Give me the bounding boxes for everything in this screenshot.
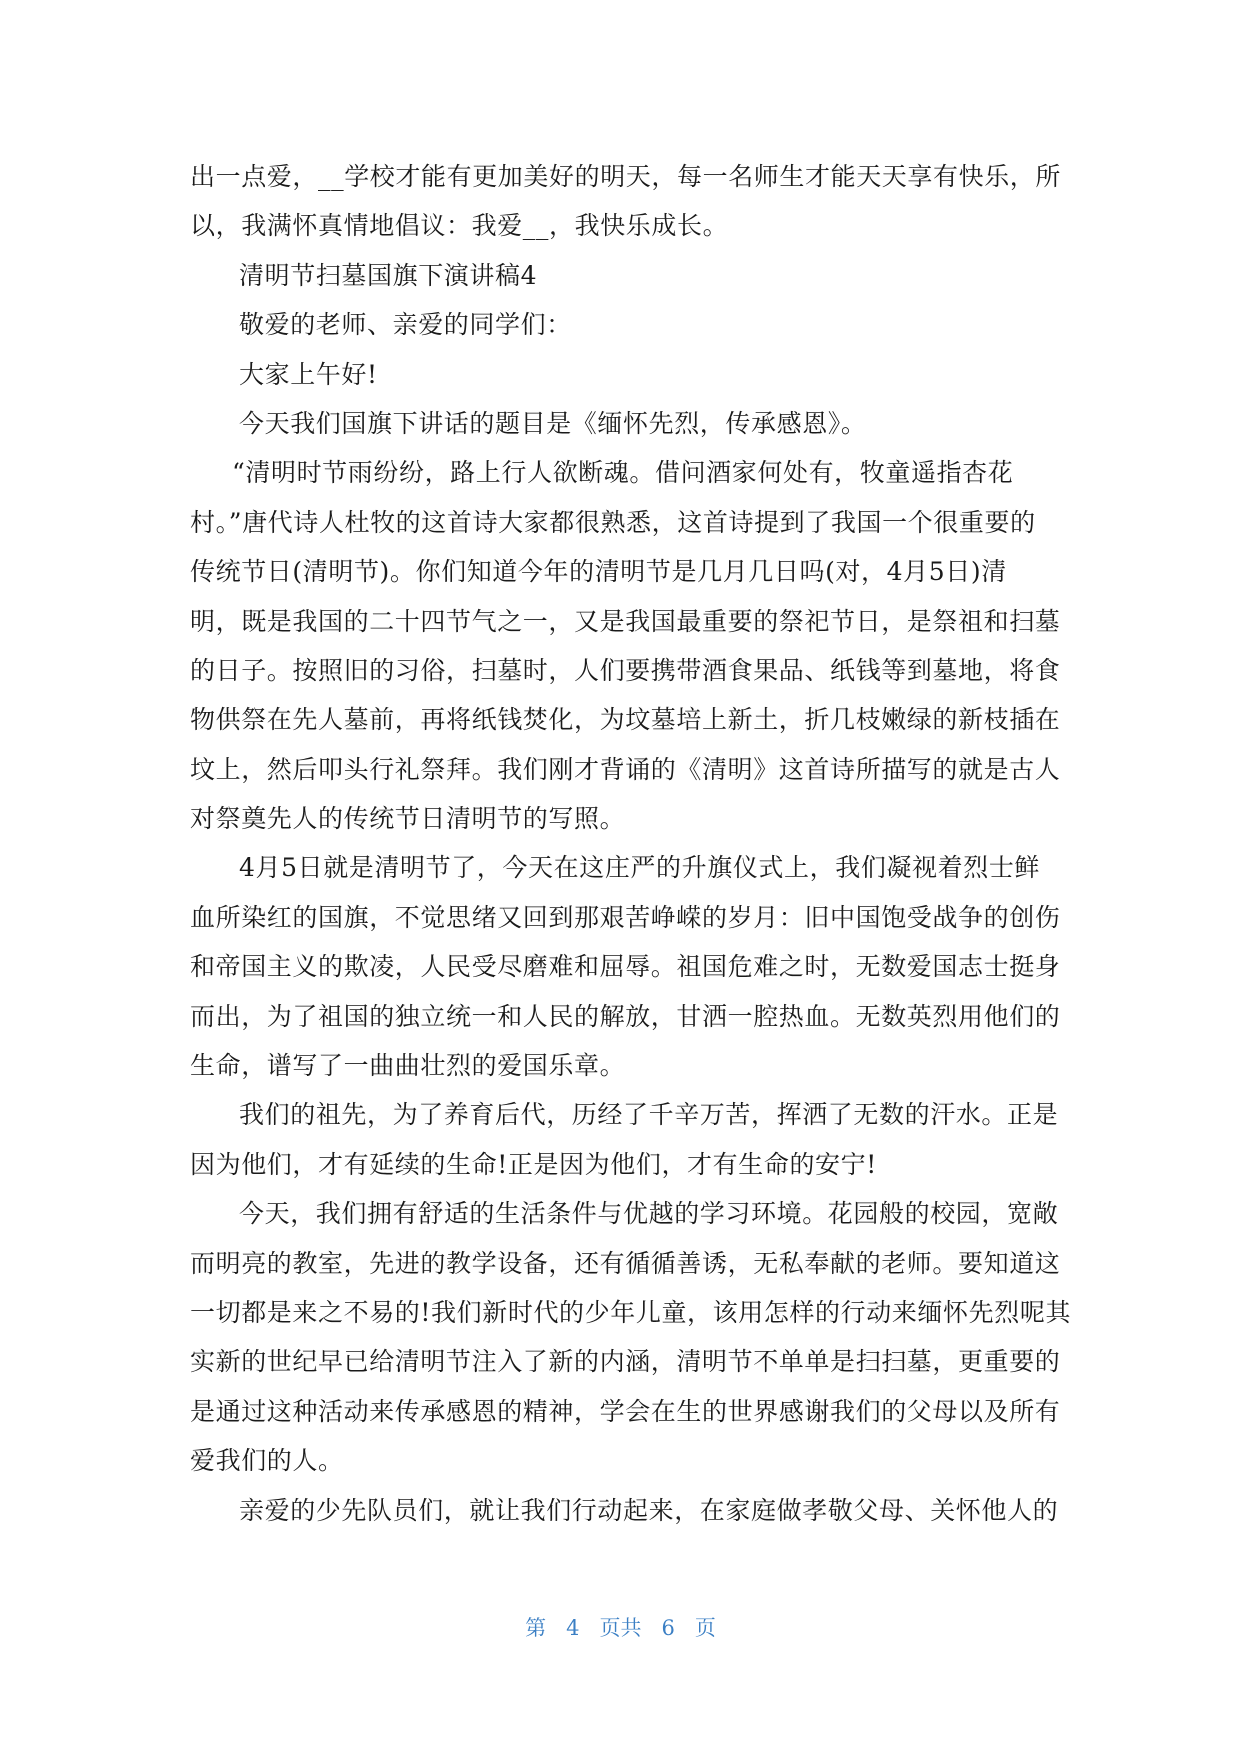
total-pages-number: 6 xyxy=(661,1616,675,1640)
salutation: 敬爱的老师、亲爱的同学们： xyxy=(239,310,572,340)
text-line: 以，我满怀真情地倡议：我爱__，我快乐成长。 xyxy=(190,211,729,241)
text-line: 一切都是来之不易的!我们新时代的少年儿童，该用怎样的行动来缅怀先烈呢其 xyxy=(190,1297,1072,1327)
text-line: 是通过这种活动来传承感恩的精神，学会在生的世界感谢我们的父母以及所有 xyxy=(190,1396,1061,1426)
text-line: 亲爱的少先队员们，就让我们行动起来，在家庭做孝敬父母、关怀他人的 xyxy=(239,1495,1059,1525)
page-footer xyxy=(0,1612,1241,1642)
text-line: “清明时节雨纷纷，路上行人欲断魂。借问酒家何处有，牧童遥指杏花 xyxy=(232,458,1014,488)
text-line: 和帝国主义的欺凌，人民受尽磨难和屈辱。祖国危难之时，无数爱国志士挺身 xyxy=(190,952,1061,982)
text-line: 村。”唐代诗人杜牧的这首诗大家都很熟悉，这首诗提到了我国一个很重要的 xyxy=(190,507,1036,537)
text-line: 而明亮的教室，先进的教学设备，还有循循善诱，无私奉献的老师。要知道这 xyxy=(190,1248,1061,1278)
text-line: 坟上，然后叩头行礼祭拜。我们刚才背诵的《清明》这首诗所描写的就是古人 xyxy=(190,754,1061,784)
text-line: 传统节日(清明节)。你们知道今年的清明节是几月几日吗(对，4月5日)清 xyxy=(190,557,1007,587)
page-label-prefix: 第 xyxy=(525,1616,547,1640)
document-body xyxy=(190,152,1072,1535)
text-line: 血所染红的国旗，不觉思绪又回到那艰苦峥嵘的岁月：旧中国饱受战争的创伤 xyxy=(190,902,1061,932)
text-line: 对祭奠先人的传统节日清明节的写照。 xyxy=(190,804,626,834)
text-line: 爱我们的人。 xyxy=(190,1446,344,1476)
text-line: 物供祭在先人墓前，再将纸钱焚化，为坟墓培上新土，折几枝嫩绿的新枝插在 xyxy=(190,705,1061,735)
page-label-mid: 页共 xyxy=(599,1616,642,1640)
text-line: 的日子。按照旧的习俗，扫墓时，人们要携带酒食果品、纸钱等到墓地，将食 xyxy=(190,655,1061,685)
text-line: 因为他们，才有延续的生命!正是因为他们，才有生命的安宁! xyxy=(190,1149,877,1179)
greeting: 大家上午好! xyxy=(239,359,378,389)
text-line: 实新的世纪早已给清明节注入了新的内涵，清明节不单单是扫扫墓，更重要的 xyxy=(190,1347,1061,1377)
section-heading: 清明节扫墓国旗下演讲稿4 xyxy=(239,260,538,290)
text-line: 生命，谱写了一曲曲壮烈的爱国乐章。 xyxy=(190,1051,626,1081)
text-line: 出一点爱，__学校才能有更加美好的明天，每一名师生才能天天享有快乐，所 xyxy=(190,162,1062,191)
text-line: 今天我们国旗下讲话的题目是《缅怀先烈，传承感恩》。 xyxy=(239,408,867,438)
text-line: 今天，我们拥有舒适的生活条件与优越的学习环境。花园般的校园，宽敞 xyxy=(239,1199,1059,1229)
text-line: 明，既是我国的二十四节气之一，又是我国最重要的祭祀节日，是祭祖和扫墓 xyxy=(190,606,1061,636)
text-line: 我们的祖先，为了养育后代，历经了千辛万苦，挥洒了无数的汗水。正是 xyxy=(239,1100,1059,1130)
current-page-number: 4 xyxy=(566,1616,580,1640)
text-line: 4月5日就是清明节了，今天在这庄严的升旗仪式上，我们凝视着烈士鲜 xyxy=(239,853,1041,883)
text-line: 而出，为了祖国的独立统一和人民的解放，甘洒一腔热血。无数英烈用他们的 xyxy=(190,1001,1061,1031)
page-label-suffix: 页 xyxy=(694,1616,716,1640)
